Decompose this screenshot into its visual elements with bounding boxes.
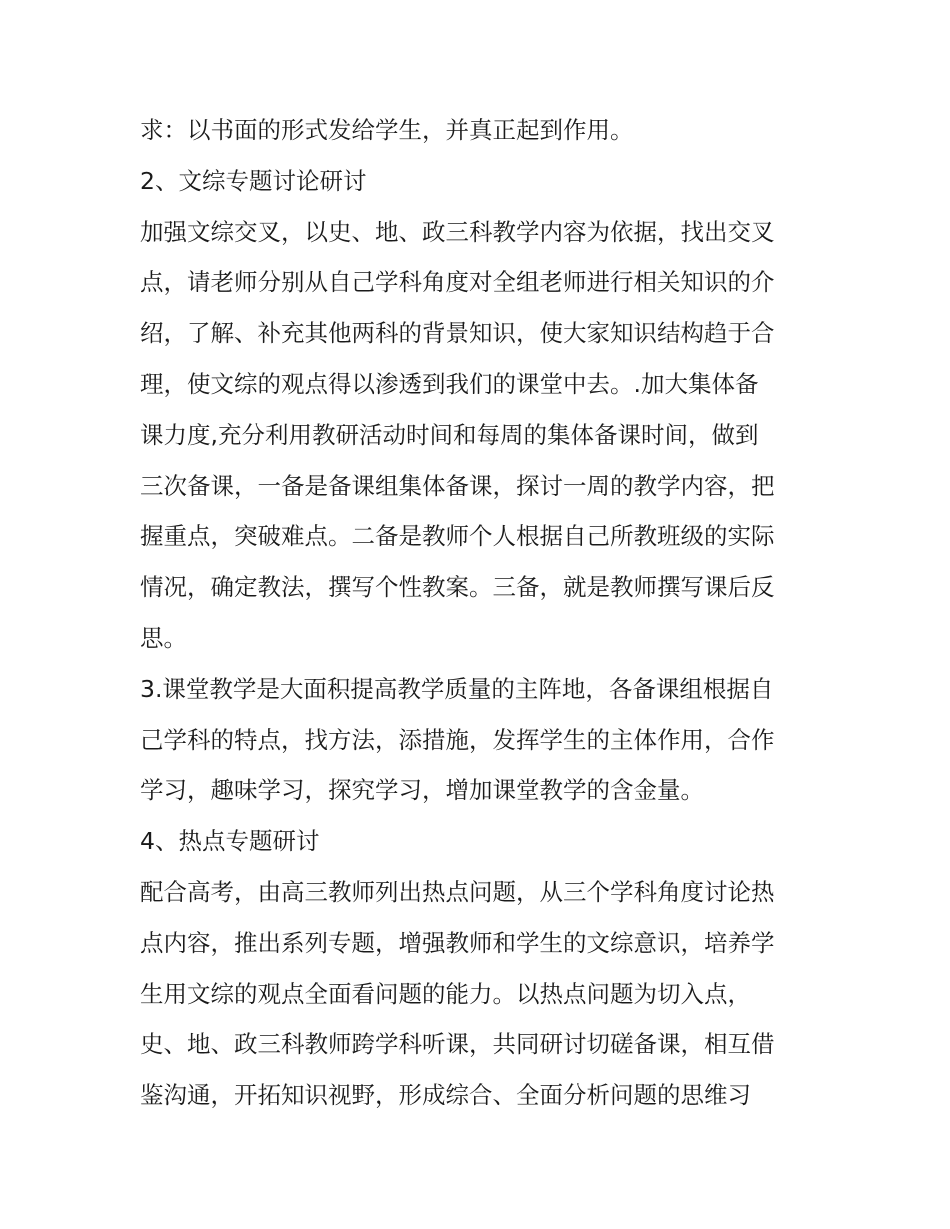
section-heading: 2、文综专题讨论研讨	[140, 166, 367, 195]
text-line: 加强文综交叉，以史、地、政三科教学内容为依据，找出交叉	[140, 217, 775, 246]
text-line: 生用文综的观点全面看问题的能力。以热点问题为切入点，	[140, 979, 751, 1008]
text-line: 理，使文综的观点得以渗透到我们的课堂中去。.加大集体备	[140, 369, 759, 398]
text-line: 学习，趣味学习，探究学习，增加课堂教学的含金量。	[140, 776, 704, 805]
text-line: 握重点，突破难点。二备是教师个人根据自己所教班级的实际	[140, 522, 775, 551]
section-heading: 3.课堂教学是大面积提高教学质量的主阵地，各备课组根据自	[140, 674, 774, 703]
text-line: 点内容，推出系列专题，增强教师和学生的文综意识，培养学	[140, 928, 775, 957]
text-line: 绍，了解、补充其他两科的背景知识，使大家知识结构趋于合	[140, 319, 775, 348]
text-line: 课力度,充分利用教研活动时间和每周的集体备课时间，做到	[140, 420, 759, 449]
document-body	[140, 105, 820, 1121]
text-line: 三次备课，一备是备课组集体备课，探讨一周的教学内容，把	[140, 471, 775, 500]
text-line: 情况，确定教法，撰写个性教案。三备，就是教师撰写课后反	[140, 573, 775, 602]
text-line: 点，请老师分别从自己学科角度对全组老师进行相关知识的介	[140, 268, 775, 297]
section-heading: 4、热点专题研讨	[140, 827, 320, 856]
text-line: 己学科的特点，找方法，添措施，发挥学生的主体作用，合作	[140, 725, 775, 754]
text-line: 思。	[140, 623, 187, 652]
text-line: 求：以书面的形式发给学生，并真正起到作用。	[140, 116, 634, 144]
text-line: 史、地、政三科教师跨学科听课，共同研讨切磋备课，相互借	[140, 1030, 775, 1059]
text-line: 鉴沟通，开拓知识视野，形成综合、全面分析问题的思维习	[140, 1081, 751, 1110]
text-line: 配合高考，由高三教师列出热点问题，从三个学科角度讨论热	[140, 877, 775, 906]
